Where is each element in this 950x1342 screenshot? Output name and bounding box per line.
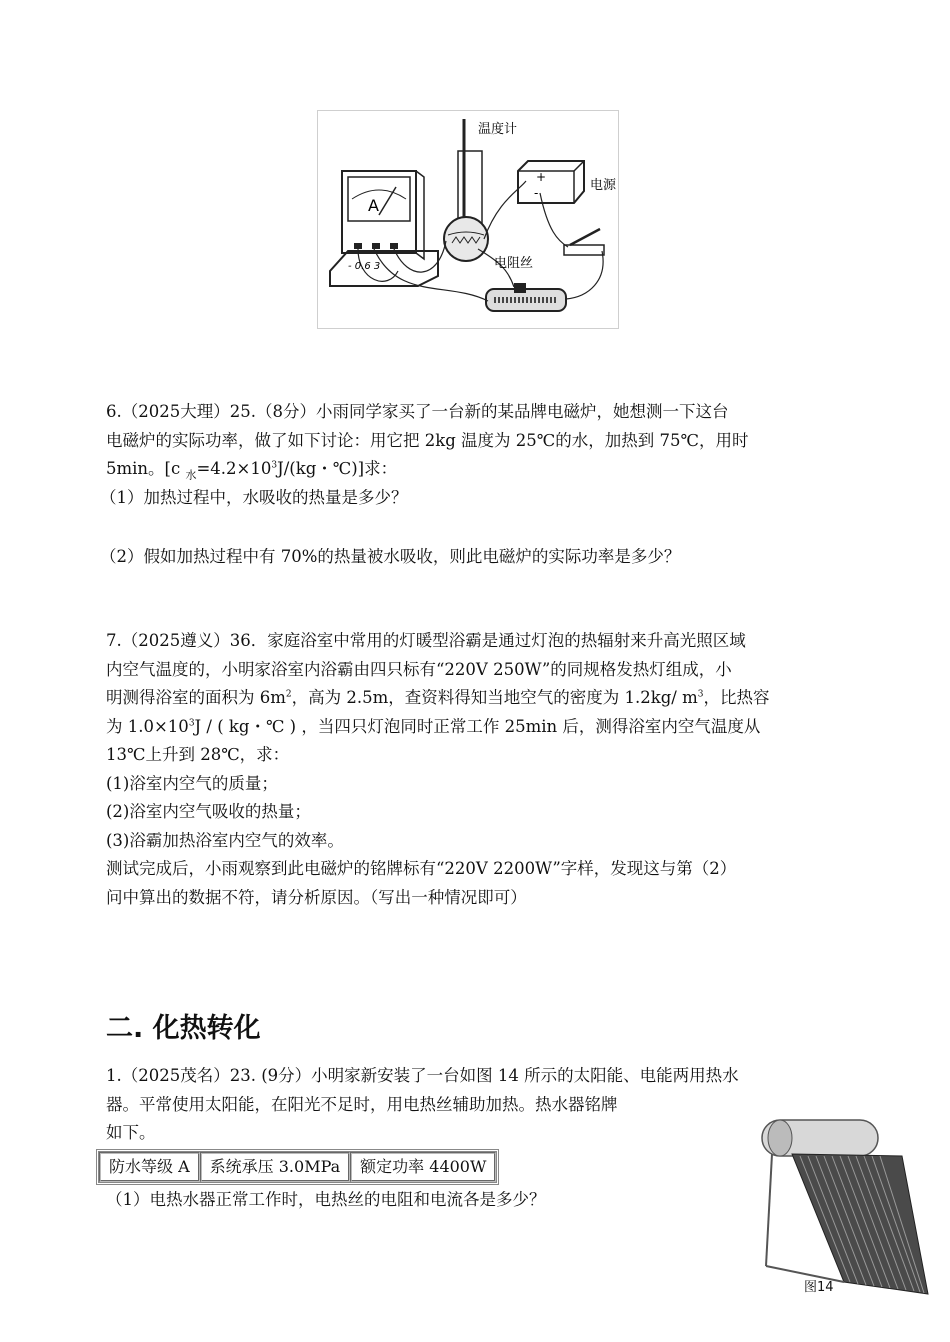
section2-question-1 xyxy=(106,1062,739,1148)
q7-part2: (2)浴室内空气吸收的热量； xyxy=(106,802,311,821)
q6-part1: （1）加热过程中，水吸收的热量是多少？ xyxy=(100,487,408,507)
figure-caption: 图14 xyxy=(804,1280,834,1295)
question-7 xyxy=(106,627,770,912)
q7-part1: (1)浴室内空气的质量； xyxy=(106,773,278,793)
spec-power: 额定功率 4400W xyxy=(350,1152,496,1182)
thermometer-label: 温度计 xyxy=(478,122,518,137)
q7-line4: 为 $1.0\times 10^3J$ / ( kg・℃ ) ，当四只灯泡同时正常工作 25min 后，测得浴室内空气温度从 xyxy=(106,716,761,736)
plus-label: + xyxy=(536,170,547,184)
power-label: 电源 xyxy=(590,178,617,193)
nameplate-table xyxy=(96,1149,499,1185)
resistor-label: 电阻丝 xyxy=(494,256,534,271)
q6-line1: 6.（2025大理）25.（8分）小雨同学家买了一台新的某品牌电磁炉，她想测一下这台 xyxy=(106,402,729,421)
s2q1-line2: 器。平常使用太阳能，在阳光不足时，用电热丝辅助加热。热水器铭牌 xyxy=(106,1094,618,1114)
question-6 xyxy=(100,398,749,512)
circuit-diagram xyxy=(318,111,618,328)
solar-heater-figure xyxy=(752,1106,930,1306)
spec-pressure: 系统承压 3.0MPa xyxy=(200,1152,351,1182)
ammeter-terminals: - 0.6 3 xyxy=(348,261,381,272)
experiment-figure xyxy=(317,110,619,329)
solar-heater-image xyxy=(752,1106,930,1306)
q7-line3: 明测得浴室的面积为 $6m^2$，高为 2.5m，查资料得知当地空气的密度为 1.2kg/ $m^3$，比热容 xyxy=(106,688,770,707)
q7-line5: 13℃上升到 28℃，求： xyxy=(106,745,290,764)
q7-line1: 7.（2025遵义）36．家庭浴室中常用的灯暖型浴霸是通过灯泡的热辐射来升高光照区域 xyxy=(106,631,746,650)
q7-line2: 内空气温度的，小明家浴室内浴霸由四只标有“220V 250W”的同规格发热灯组成，小 xyxy=(106,659,732,679)
s2q1-line3: 如下。 xyxy=(106,1123,156,1142)
spec-waterproof: 防水等级 A xyxy=(99,1152,200,1182)
section-heading: 二. 化热转化 xyxy=(106,1013,261,1044)
q6-part2: （2）假如加热过程中有 70%的热量被水吸收，则此电磁炉的实际功率是多少？ xyxy=(100,547,681,566)
s2q1-part1: （1）电热水器正常工作时，电热丝的电阻和电流各是多少？ xyxy=(106,1190,546,1209)
minus-label: - xyxy=(534,186,539,200)
ammeter-letter: A xyxy=(368,196,379,215)
q7-extra1: 测试完成后，小雨观察到此电磁炉的铭牌标有“220V 2200W”字样，发现这与第（2） xyxy=(106,859,737,878)
q6-line3: 5min。[c $_水=4.2\times 10^3J/(kg$・℃)]求： xyxy=(106,459,398,482)
q7-extra2: 问中算出的数据不符，请分析原因。（写出一种情况即可） xyxy=(106,887,527,907)
q6-line2: 电磁炉的实际功率，做了如下讨论：用它把 2kg 温度为 25℃的水，加热到 75℃，用时 xyxy=(106,430,749,450)
s2q1-line1: 1.（2025茂名）23. (9分）小明家新安装了一台如图 14 所示的太阳能、电能两用热水 xyxy=(106,1066,739,1085)
q7-part3: (3)浴霸加热浴室内空气的效率。 xyxy=(106,830,344,850)
